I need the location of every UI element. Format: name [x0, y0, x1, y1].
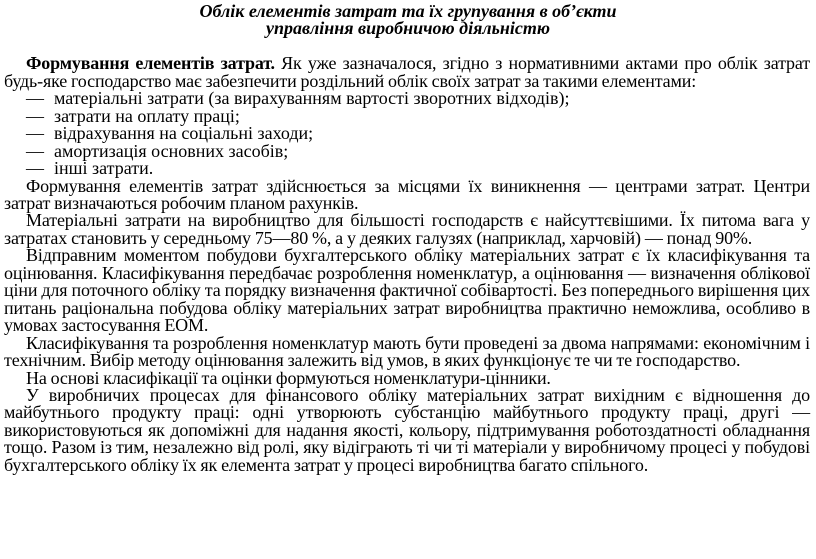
section-heading: Формування елементів затрат.: [26, 53, 275, 74]
document-body: [0, 55, 816, 474]
document-title: [0, 0, 816, 38]
title-line-1: Облік елементів затрат та їх групування в об’єкти: [199, 1, 617, 21]
paragraph-cost-centers: Формування елементів затрат здійснюється за місцями їх виникнення — центрами затрат. Центри затрат визначаються робочим планом рахунків.: [4, 175, 810, 213]
paragraph-directions: Класифікування та розроблення номенклатур мають бути проведені за двома напрямами: економічним і технічним. Вибір методу оцінювання залежить від умов, в яких функціонує те чи те господарство.: [4, 332, 810, 371]
list-item-text: відрахування на соціальні заходи;: [54, 123, 314, 144]
cost-elements-list: [4, 90, 810, 177]
dash-bullet: —: [26, 158, 44, 179]
dash-bullet: —: [26, 88, 44, 109]
dash-bullet: —: [26, 140, 44, 161]
paragraph-production-process: У виробничих процесах для фінансового обліку матеріальних затрат вихідним є відношення до майбутнього продукту праці: одні утворюють субстанцію майбутнього продукту праці, другі — використовуються як допоміжні для надання якості, кольору, підтримування роботоздатності обладнання тощо. Разом із тим, незалежно від ролі, яку відіграють ті чи ті матеріали у виробничому процесі у побудові бухгалтерського обліку їх як елемента затрат у процесі виробництва багато спільного.: [4, 384, 810, 475]
intro-text: Як уже зазначалося, згідно з нормативними актами про облік затрат будь-яке господарство має забезпечити роздільний облік своїх затрат за такими елементами:: [4, 53, 810, 91]
list-item-text: матеріальні затрати (за вирахуванням вартості зворотних відходів);: [54, 88, 570, 109]
title-line-2: управління виробничою діяльністю: [266, 18, 550, 39]
list-item-text: затрати на оплату праці;: [54, 105, 240, 126]
list-item-text: амортизація основних засобів;: [54, 140, 289, 161]
paragraph-classification: Відправним моментом побудови бухгалтерського обліку матеріальних затрат є їх класифікування та оцінювання. Класифікування передбачає розроблення номенклатур, а оцінювання — визначення облікової ціни для поточного обліку та порядку визначення фактичної собівартості. Без попереднього вирішення цих питань раціональна побудова обліку матеріальних затрат виробництва практично неможлива, особливо в умовах застосування ЕОМ.: [4, 245, 810, 336]
intro-paragraph: [4, 55, 810, 90]
paragraph-material-share: Матеріальні затрати на виробництво для більшості господарств є найсуттєвішими. Їх питома вага у затратах становить у середньому 75—80 %, а у деяких галузях (наприклад, харчовій) — понад 90%.: [4, 210, 810, 248]
list-item: [26, 160, 810, 177]
dash-bullet: —: [26, 105, 44, 126]
list-item-text: інші затрати.: [54, 158, 154, 179]
paragraph-price-lists: На основі класифікації та оцінки формуються номенклатури-цінники.: [26, 367, 551, 388]
dash-bullet: —: [26, 123, 44, 144]
